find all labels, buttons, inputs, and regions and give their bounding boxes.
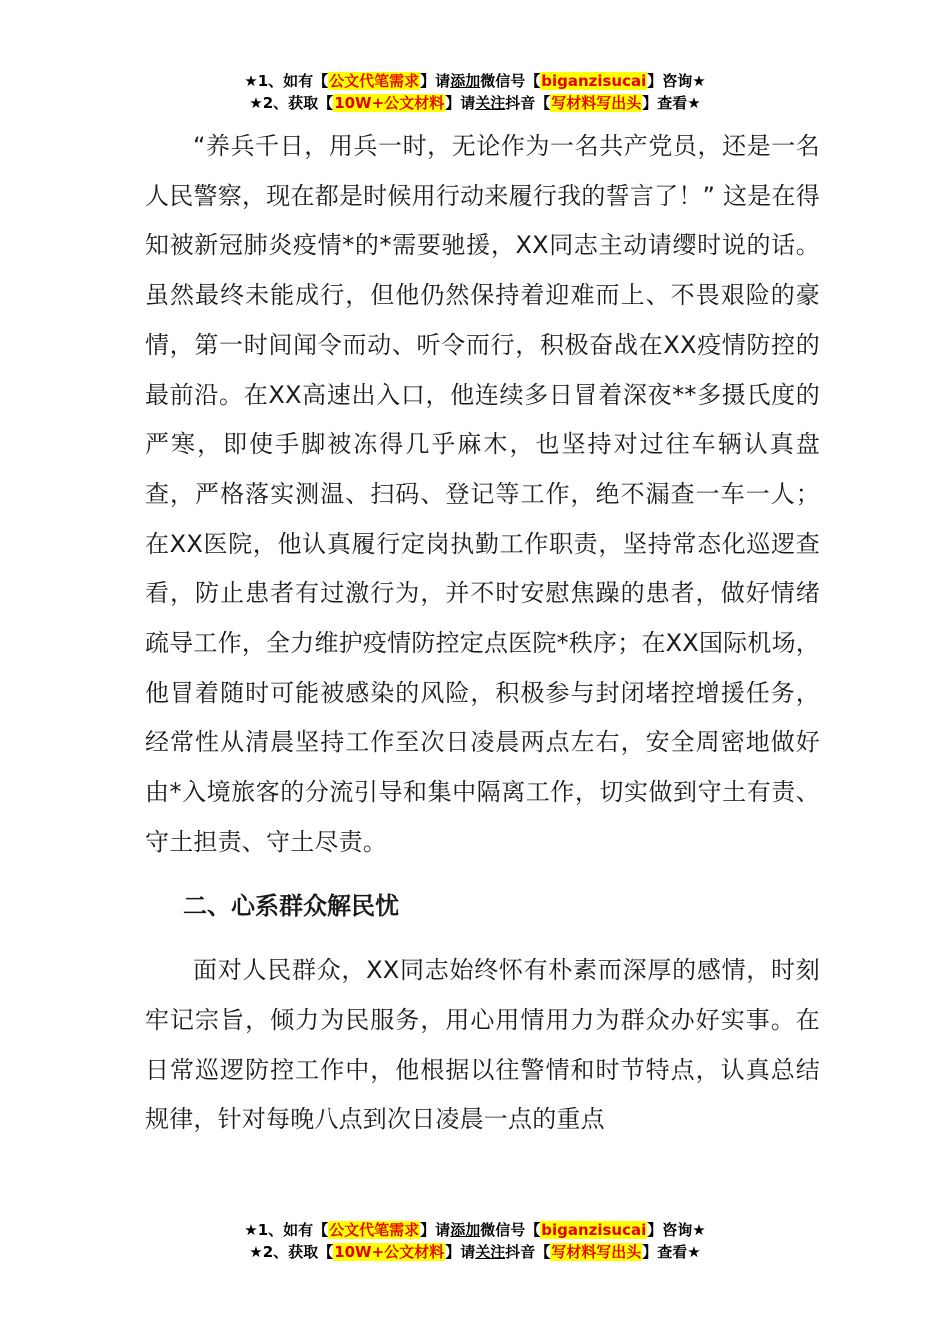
promo-highlight-service-footer: 公文代笔需求 [329, 1221, 420, 1239]
promo-highlight-service: 公文代笔需求 [329, 72, 420, 90]
promo-header [0, 70, 950, 114]
promo-line-1-footer: ★1、如有【公文代笔需求】请添加微信号【biganzisucai】咨询★ [244, 1221, 706, 1239]
promo-line-2-footer: ★2、获取【10W+公文材料】请关注抖音【写材料写出头】查看★ [249, 1243, 701, 1261]
promo-underlined-follow-footer: 关注 [475, 1243, 506, 1261]
promo-douyin-account-footer: 写材料写出头 [551, 1243, 642, 1261]
promo-underlined-add: 添加 [450, 72, 481, 90]
promo-underlined-follow: 关注 [475, 94, 506, 112]
body-paragraph-1: “养兵千日，用兵一时，无论作为一名共产党员，还是一名人民警察，现在都是时候用行动来履行我的誓言了！” 这是在得知被新冠肺炎疫情*的*需要驰援，XX同志主动请缨时说的话。虽然最终未能成行，但他仍然保持着迎难而上、不畏艰险的豪情，第一时间闻令而动、听令而行，积极奋战在XX疫情防控的最前沿。在XX高速出入口，他连续多日冒着深夜**多摄氏度的严寒，即使手脚被冻得几乎麻木，也坚持对过往车辆认真盘查，严格落实测温、扫码、登记等工作，绝不漏查一车一人；在XX医院，他认真履行定岗执勤工作职责，坚持常态化巡逻查看，防止患者有过激行为，并不时安慰焦躁的患者，做好情绪疏导工作，全力维护疫情防控定点医院*秩序；在XX国际机场，他冒着随时可能被感染的风险，积极参与封闭堵控增援任务，经常性从清晨坚持工作至次日凌晨两点左右，安全周密地做好由*入境旅客的分流引导和集中隔离工作，切实做到守土有责、守土担责、守土尽责。 [145, 132, 820, 856]
body-paragraph-2: 面对人民群众，XX同志始终怀有朴素而深厚的感情，时刻牢记宗旨，倾力为民服务，用心用情用力为群众办好实事。在日常巡逻防控工作中，他根据以往警情和时节特点，认真总结规律，针对每晚八点到次日凌晨一点的重点 [145, 956, 820, 1134]
promo-wechat-id-footer: biganzisucai [541, 1221, 647, 1239]
promo-footer [0, 1219, 950, 1263]
promo-underlined-add-footer: 添加 [450, 1221, 481, 1239]
promo-highlight-materials-footer: 10W+公文材料 [334, 1243, 445, 1261]
document-body [145, 122, 820, 1145]
promo-line-1: ★1、如有【公文代笔需求】请添加微信号【biganzisucai】咨询★ [244, 72, 706, 90]
promo-wechat-id: biganzisucai [541, 72, 647, 90]
promo-highlight-materials: 10W+公文材料 [334, 94, 445, 112]
section-heading-2: 二、心系群众解民忧 [183, 891, 399, 920]
promo-douyin-account: 写材料写出头 [551, 94, 642, 112]
promo-line-2: ★2、获取【10W+公文材料】请关注抖音【写材料写出头】查看★ [249, 94, 701, 112]
